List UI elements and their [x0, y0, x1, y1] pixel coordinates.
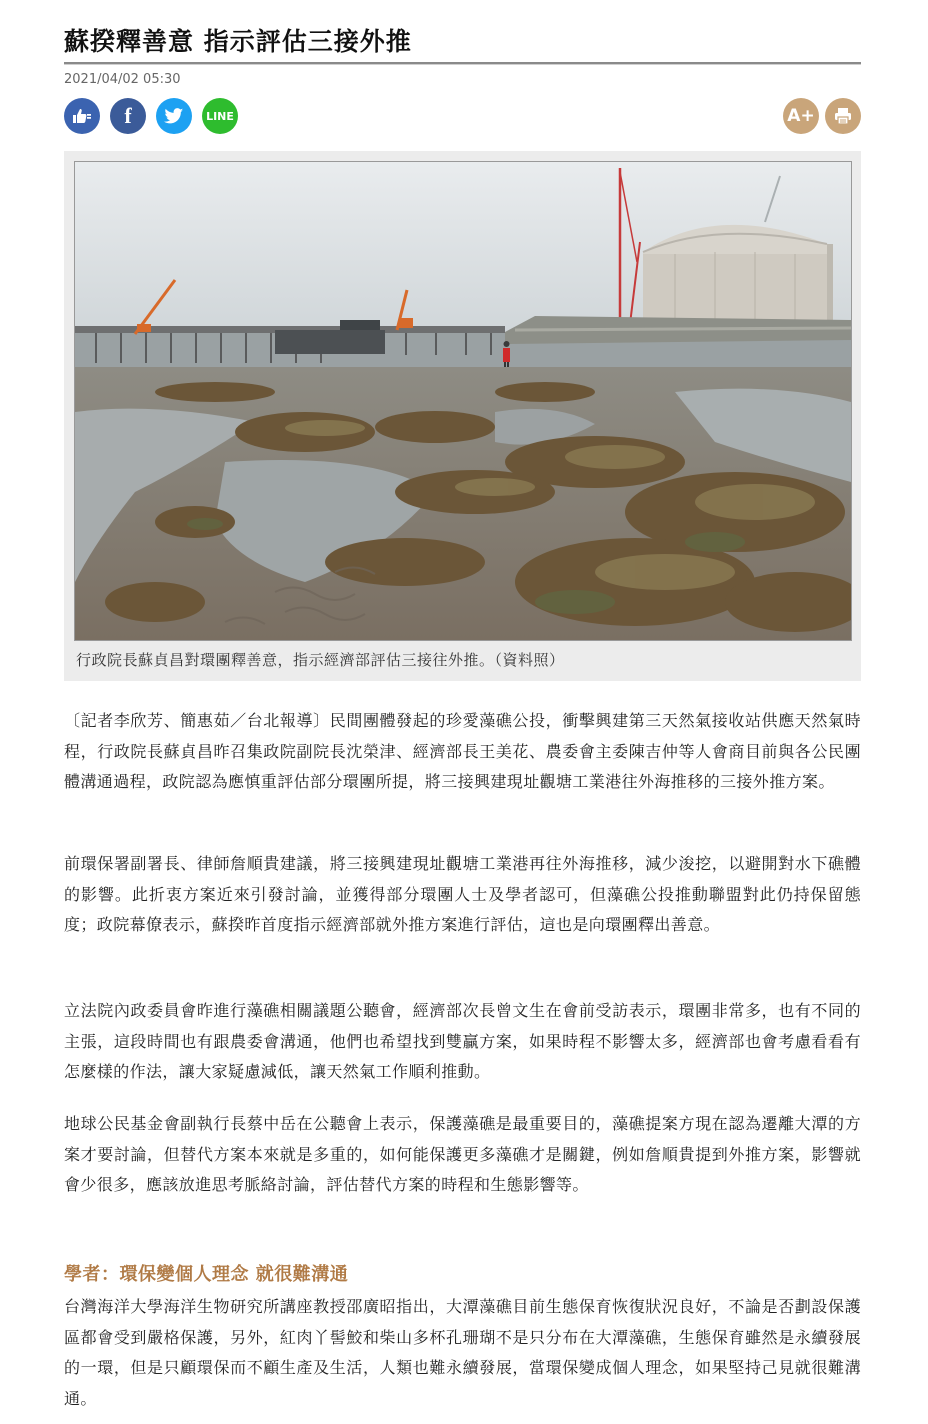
paragraph-2: 前環保署副署長、律師詹順貴建議，將三接興建現址觀塘工業港再往外海推移，減少浚挖，以避開對水下礁體的影響。此折衷方案近來引發討論，並獲得部分環團人士及學者認可，但藻礁公投推動聯盟對此仍持保留態度；政院幕僚表示，蘇揆昨首度指示經濟部就外推方案進行評估，這也是向環團釋出善意。	[64, 854, 861, 934]
facebook-icon: f	[124, 103, 132, 128]
printer-icon	[833, 106, 853, 126]
paragraph-4: 地球公民基金會副執行長蔡中岳在公聽會上表示，保護藻礁是最重要目的，藻礁提案方現在認為遷離大潭的方案才要討論，但替代方案本來就是多重的，如何能保護更多藻礁才是關鍵，例如詹順貴提到外推方案，影響就會少很多，應該放進思考脈絡討論，評估替代方案的時程和生態影響等。	[64, 1114, 861, 1194]
title-divider	[64, 62, 861, 65]
article-tools	[783, 98, 861, 134]
like-button[interactable]	[64, 98, 100, 134]
share-bar	[64, 98, 238, 134]
article-title: 蘇揆釋善意 指示評估三接外推	[64, 27, 412, 56]
algal-reef-photo	[75, 162, 851, 640]
paragraph-3: 立法院內政委員會昨進行藻礁相關議題公聽會，經濟部次長曾文生在會前受訪表示，環團非常多，也有不同的主張，這段時間也有跟農委會溝通，他們也希望找到雙贏方案，如果時程不影響太多，經濟部也會考慮看看有怎麼樣的作法，讓大家疑慮減低，讓天然氣工作順利推動。	[64, 1001, 861, 1081]
photo-figure	[64, 151, 861, 681]
thumbs-up-icon	[72, 108, 92, 124]
print-button[interactable]	[825, 98, 861, 134]
line-share-button[interactable]	[202, 98, 238, 134]
font-size-icon: A+	[787, 106, 815, 126]
facebook-share-button[interactable]	[110, 98, 146, 134]
line-icon: LINE	[206, 109, 234, 123]
paragraph-5: 台灣海洋大學海洋生物研究所講座教授邵廣昭指出，大潭藻礁目前生態保育恢復狀況良好，不論是否劃設保護區都會受到嚴格保護，另外，紅肉丫髻鮫和柴山多杯孔珊瑚不是只分布在大潭藻礁，生態保育雖然是永續發展的一環，但是只顧環保而不顧生產及生活，人類也難永續發展，當環保變成個人理念，如果堅持己見就很難溝通。	[64, 1297, 861, 1408]
font-size-button[interactable]	[783, 98, 819, 134]
photo-caption: 行政院長蘇貞昌對環團釋善意，指示經濟部評估三接往外推。（資料照）	[76, 651, 565, 669]
paragraph-1: 〔記者李欣芳、簡惠茹／台北報導〕民間團體發起的珍愛藻礁公投，衝擊興建第三天然氣接收站供應天然氣時程，行政院長蘇貞昌昨召集政院副院長沈榮津、經濟部長王美花、農委會主委陳吉仲等人會商目前與各公民團體溝通過程，政院認為應慎重評估部分環團所提，將三接興建現址觀塘工業港往外海推移的三接外推方案。	[64, 711, 861, 791]
twitter-bird-icon	[164, 108, 184, 125]
twitter-share-button[interactable]	[156, 98, 192, 134]
section-subheading: 學者：環保變個人理念 就很難溝通	[64, 1264, 349, 1285]
article-photo	[74, 161, 852, 641]
publish-date: 2021/04/02 05:30	[64, 72, 181, 87]
